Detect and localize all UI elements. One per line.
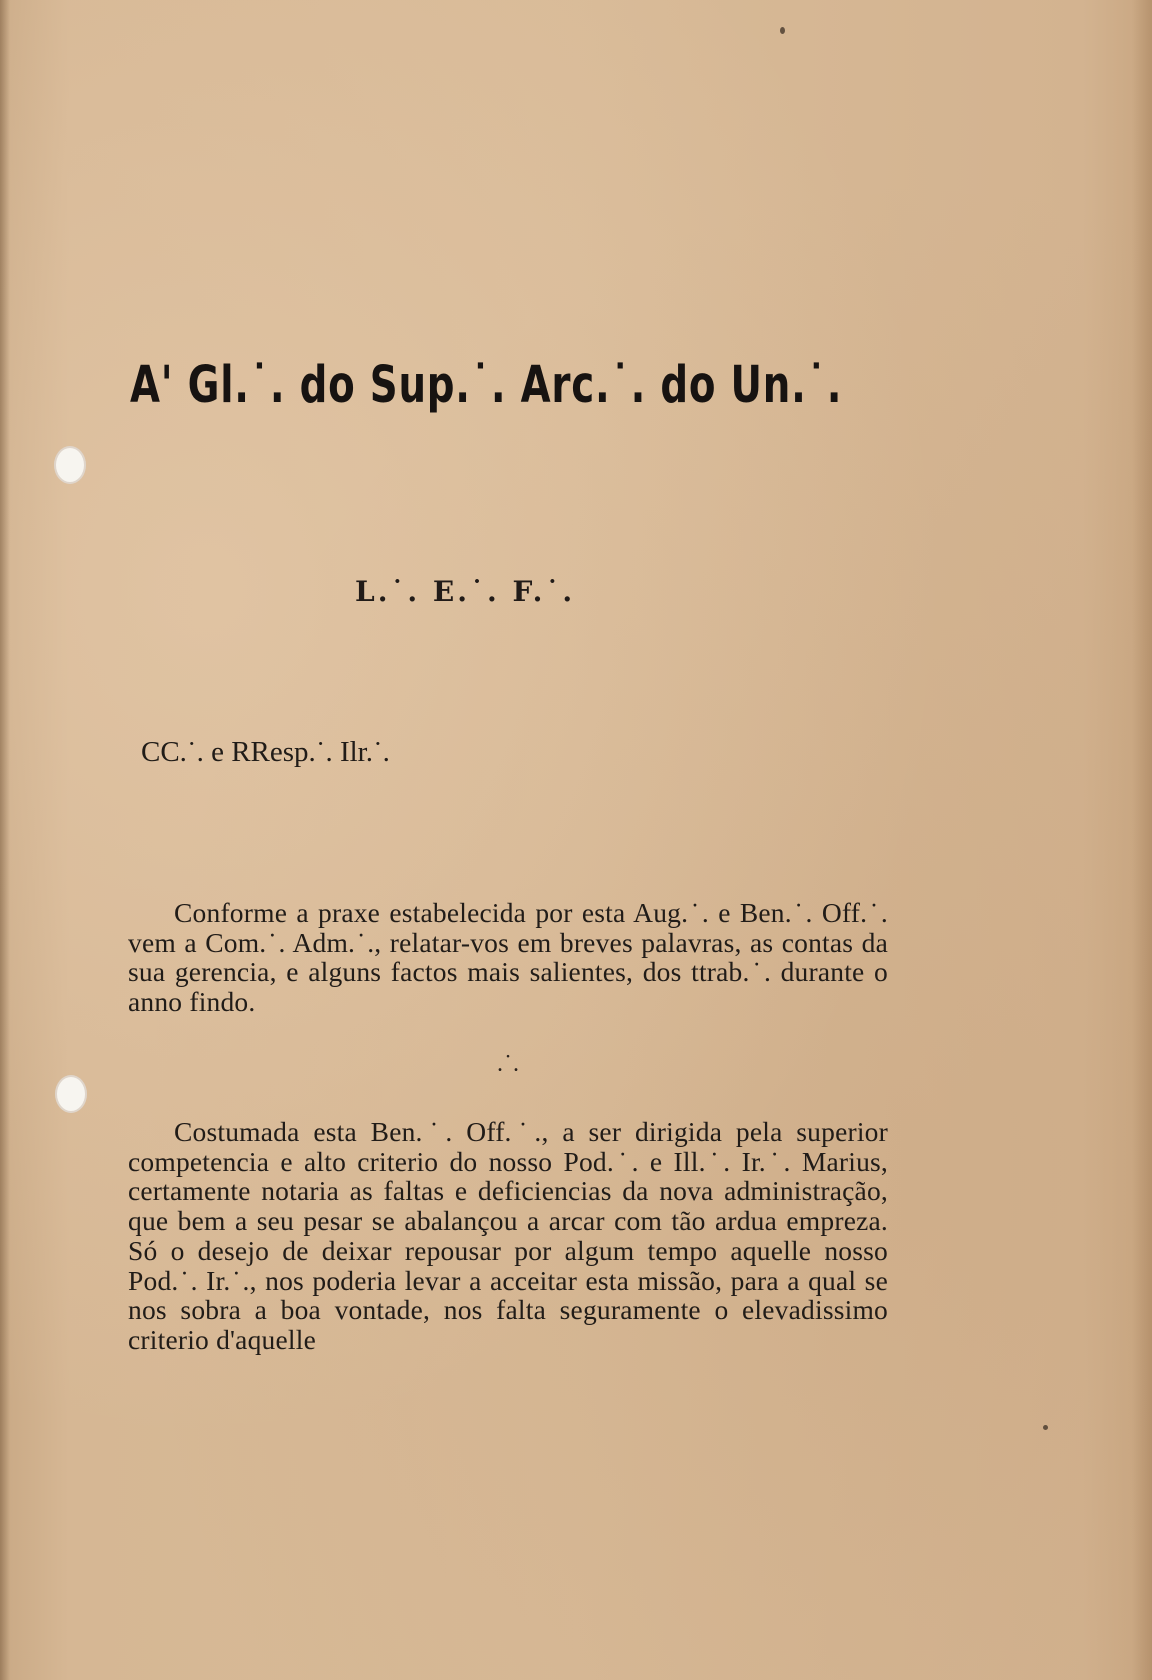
paragraph-administration: Costumada esta Ben.˙. Off.˙., a ser dirigida pela superior competencia e alto criterio do nosso Pod.˙. e Ill.˙. Ir.˙. Marius, certamente notaria as faltas e deficiencias da nova administração, que bem a seu pesar se abalançou a arcar com tão ardua empreza. Só o desejo de deixar repousar por algum tempo aquelle nosso Pod.˙. Ir.˙., nos poderia levar a acceitar esta missão, para a qual se nos sobra a boa vontade, nos falta seguramente o elevadissimo criterio d'aquelle [128, 1116, 888, 1355]
salutation: CC.˙. e RResp.˙. Ilr.˙. [141, 736, 390, 768]
paper-right-edge [1132, 0, 1152, 1680]
lodge-initials: L.˙. E.˙. F.˙. [355, 575, 576, 608]
ink-speck [1043, 1425, 1048, 1430]
punch-hole-bottom [55, 1075, 87, 1113]
paper-left-edge [0, 0, 10, 1680]
paragraph-introduction: Conforme a praxe estabelecida por esta Aug.˙. e Ben.˙. Off.˙. vem a Com.˙. Adm.˙., relatar-vos em breves palavras, as contas da sua gerencia, e alguns factos mais salientes, dos ttrab.˙. durante o anno findo. [128, 897, 888, 1018]
punch-hole-top [54, 446, 86, 484]
document-heading: A' Gl.˙. do Sup.˙. Arc.˙. do Un.˙. [130, 356, 843, 415]
section-separator: .˙. [497, 1051, 520, 1077]
ink-speck [780, 27, 785, 34]
